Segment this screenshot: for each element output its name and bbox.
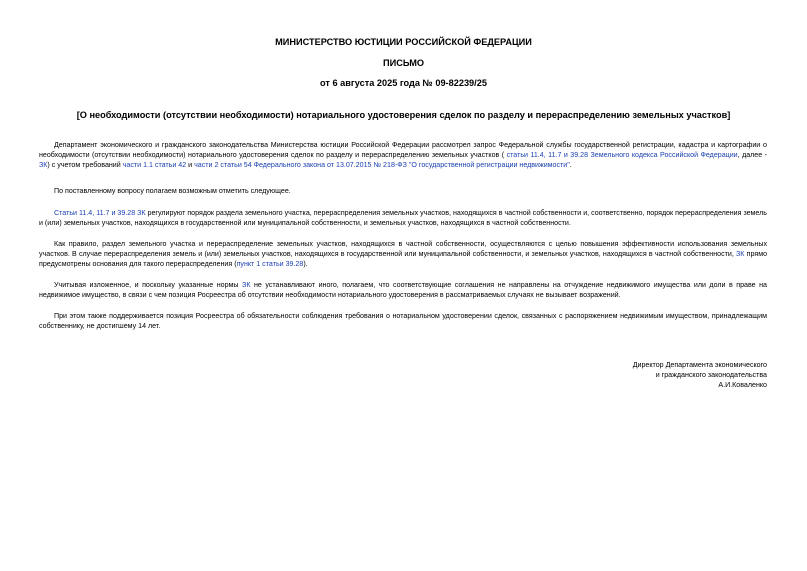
link-zk[interactable]: ЗК — [39, 161, 48, 170]
link-clause-1-article-39-28[interactable]: пункт 1 статьи 39.28 — [236, 260, 304, 269]
ministry-heading: МИНИСТЕРСТВО ЮСТИЦИИ РОССИЙСКОЙ ФЕДЕРАЦИИ — [275, 37, 532, 47]
paragraph-3 — [39, 208, 767, 228]
p5-text-1: Учитывая изложенное, и поскольку указанные нормы — [54, 281, 243, 289]
p1-text-2: , далее - — [737, 151, 768, 160]
paragraph-2 — [39, 186, 767, 196]
p5-text-2: не устанавливают иного, полагаем, что соответствующие соглашения не направлены на отчуждение недвижимого имущества или доли в праве на недвижимое имущество, в связи с чем позиция Росреестра об отсутствии необходимости нотариального удостоверения в рассматриваемых случаях не вызывает возражений. — [39, 281, 767, 300]
signature-block — [633, 360, 767, 391]
paragraph-1 — [39, 140, 767, 171]
document-type: ПИСЬМО — [382, 58, 425, 68]
p3-text-1: регулируют порядок раздела земельного участка, перераспределения земельных участков, находящихся в частной собственности и, соответственно, порядок перераспределения земель и (или) земельных участков, находящихся в государственной или муниципальной собственности, и земельных участков, находящихся в частной собственности. — [39, 209, 767, 228]
link-zk-3[interactable]: ЗК — [242, 281, 251, 289]
document-title: [О необходимости (отсутствии необходимости) нотариального удостоверения сделок по разделу и перераспределению земельных участков] — [76, 110, 731, 120]
document-date-number: от 6 августа 2025 года № 09-82239/25 — [320, 78, 487, 88]
p2-text-1: По поставленному вопросу полагаем возможным отметить следующее. — [54, 187, 291, 195]
link-articles-zk[interactable]: Статьи 11.4, 11.7 и 39.28 ЗК — [54, 209, 146, 217]
p4-text-1: Как правило, раздел земельного участка и перераспределение земельных участков, находящихся в частной собственности, осуществляются с целью повышения эффективности использования земельных участков. В случае перераспределения земель и (или) земельных участков, находящихся в государственной или муниципальной собственности, и земельных участков, находящихся в частной собственности, — [39, 240, 767, 259]
link-part-1-1-article-42[interactable]: части 1.1 статьи 42 — [122, 161, 187, 170]
p4-text-2: прямо предусмотрены основания для такого перераспределения ( — [39, 250, 768, 269]
signature-position-line-1: Директор Департамента экономического — [632, 361, 767, 369]
p1-text-3: ) с учетом требований — [47, 161, 123, 170]
paragraph-6 — [39, 311, 767, 331]
link-zk-2[interactable]: ЗК — [736, 250, 745, 259]
paragraph-4 — [39, 239, 767, 270]
p1-text-4: и — [186, 161, 195, 170]
p4-text-3: ). — [303, 260, 308, 269]
link-federal-law-218[interactable]: части 2 статьи 54 Федерального закона от 13.07.2015 № 218-ФЗ "О государственной регистрации недвижимости" — [194, 161, 570, 170]
signature-name: А.И.Коваленко — [718, 381, 767, 390]
link-land-code-articles[interactable]: статьи 11.4, 11.7 и 39.28 Земельного кодекса Российской Федерации — [506, 151, 738, 160]
signature-position-line-2: и гражданского законодательства — [655, 371, 767, 380]
p1-text-5: . — [569, 161, 572, 170]
paragraph-5 — [39, 280, 767, 300]
p1-text-1: Департамент экономического и гражданского законодательства Министерства юстиции Российской Федерации рассмотрел запрос Федеральной службы государственной регистрации, кадастра и картографии о необходимости (отсутствии необходимости) нотариального удостоверения сделок по разделу и перераспределению земельных участков ( — [39, 141, 767, 160]
p6-text-1: При этом также поддерживается позиция Росреестра об обязательности соблюдения требования о нотариальном удостоверении сделок, связанных с распоряжением недвижимым имуществом, принадлежащим собственнику, не достигшему 14 лет. — [39, 312, 767, 331]
